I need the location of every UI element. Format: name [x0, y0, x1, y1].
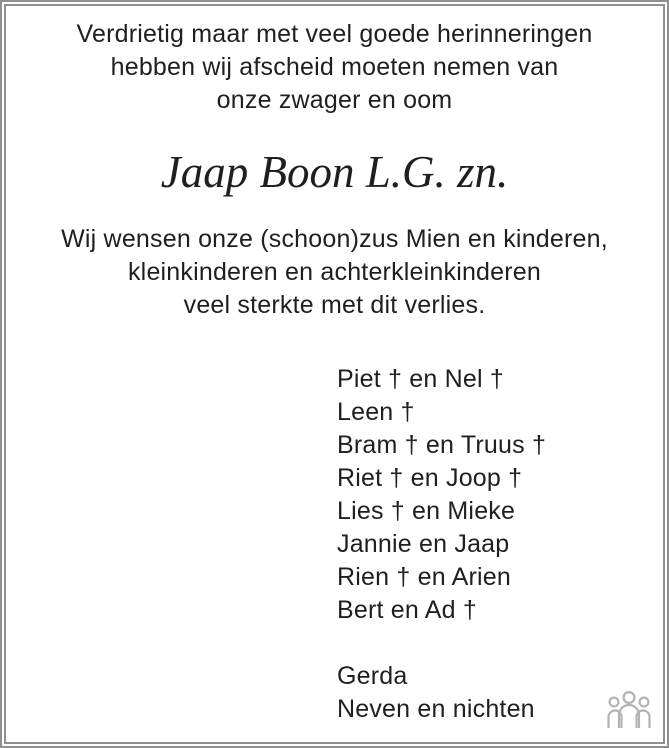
opening-line: onze zwager en oom [216, 86, 453, 114]
relative-line: Lies † en Mieke [337, 497, 516, 525]
opening-paragraph [6, 18, 663, 117]
condolence-line: Wij wensen onze (schoon)zus Mien en kinderen, [61, 225, 608, 253]
relative-line: Gerda [337, 662, 408, 690]
relative-line: Rien † en Arien [337, 563, 511, 591]
condolence-paragraph [6, 223, 663, 322]
relatives-group-others [337, 660, 546, 726]
condolence-line: veel sterkte met dit verlies. [183, 291, 486, 319]
relatives-list [337, 363, 546, 726]
opening-line: Verdrietig maar met veel goede herinneringen [76, 20, 593, 48]
deceased-name: Jaap Boon L.G. zn. [160, 147, 509, 197]
relative-line: Bram † en Truus † [337, 431, 547, 459]
relatives-group-siblings [337, 363, 546, 627]
relative-line: Neven en nichten [337, 695, 535, 723]
opening-line: hebben wij afscheid moeten nemen van [110, 53, 559, 81]
inner-frame [4, 4, 665, 744]
relative-line: Leen † [337, 398, 415, 426]
relative-line: Piet † en Nel † [337, 365, 504, 393]
relative-line: Bert en Ad † [337, 596, 477, 624]
family-figures-icon [607, 691, 651, 729]
relative-line: Riet † en Joop † [337, 464, 523, 492]
condolence-line: kleinkinderen en achterkleinkinderen [127, 258, 541, 286]
relative-line: Jannie en Jaap [337, 530, 510, 558]
